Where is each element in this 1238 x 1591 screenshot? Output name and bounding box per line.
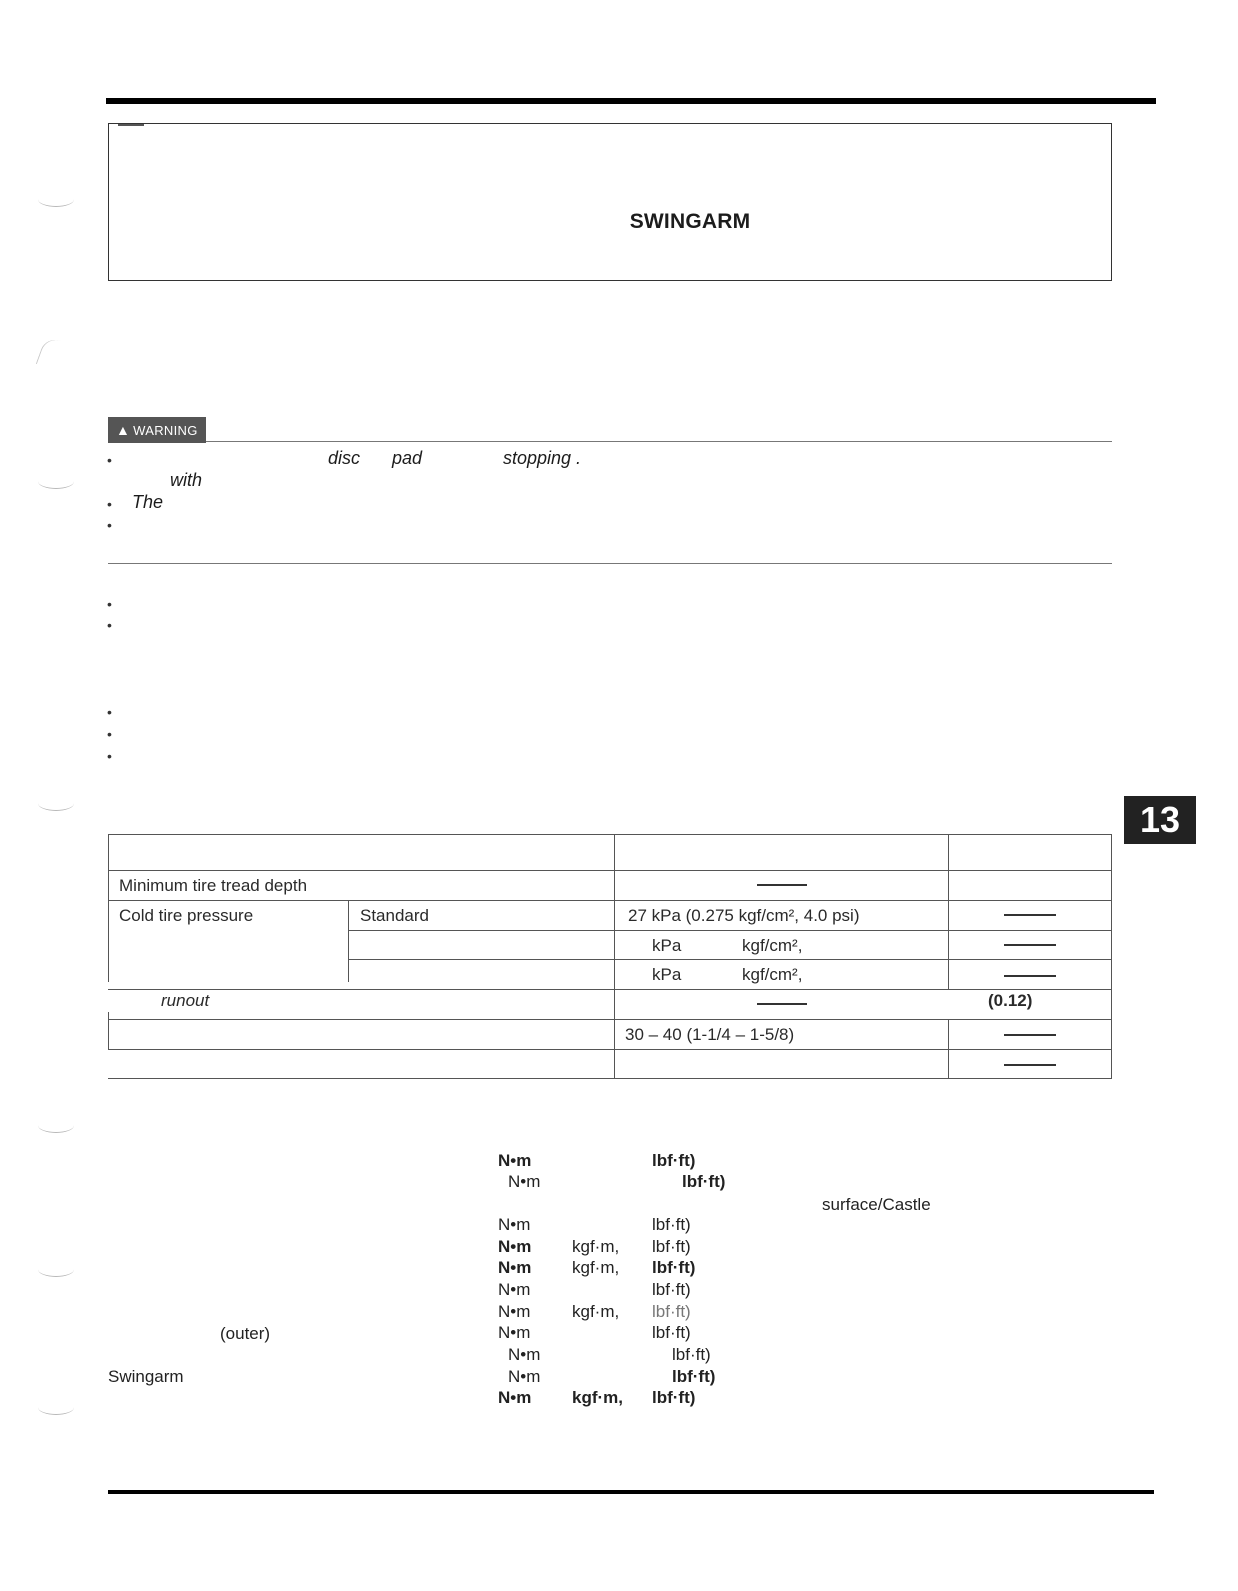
table-border bbox=[948, 834, 949, 989]
spec-value-standard-pressure: 27 kPa (0.275 kgf/cm², 4.0 psi) bbox=[628, 906, 860, 925]
torque-nm: N•m bbox=[498, 1280, 531, 1299]
spec-value-range: 30 – 40 (1-1/4 – 1-5/8) bbox=[625, 1025, 795, 1044]
table-border bbox=[1111, 834, 1112, 1079]
torque-nm: N•m bbox=[508, 1345, 541, 1364]
torque-note: surface/Castle bbox=[822, 1195, 931, 1214]
binder-hole bbox=[36, 336, 75, 375]
bullet: • bbox=[107, 617, 112, 633]
warning-word-disc: disc bbox=[328, 448, 361, 468]
torque-lbf: lbf·ft) bbox=[672, 1345, 711, 1364]
bullet: • bbox=[107, 452, 112, 468]
binder-hole bbox=[38, 1400, 74, 1415]
top-rule bbox=[106, 98, 1156, 104]
spec-unit-kpa: kPa bbox=[652, 965, 682, 984]
table-border bbox=[108, 1019, 1112, 1020]
warning-badge bbox=[108, 417, 206, 443]
bullet: • bbox=[107, 496, 112, 512]
chapter-tab: 13 bbox=[1124, 796, 1196, 844]
torque-lbf: lbf·ft) bbox=[652, 1280, 691, 1299]
spec-dash bbox=[1004, 914, 1056, 916]
torque-kgf: kgf·m, bbox=[572, 1302, 620, 1321]
torque-nm: N•m bbox=[498, 1388, 532, 1407]
torque-nm: N•m bbox=[498, 1258, 532, 1277]
warning-word-pad: pad bbox=[392, 448, 423, 468]
torque-lbf: lbf·ft) bbox=[652, 1151, 696, 1170]
torque-kgf: kgf·m, bbox=[572, 1258, 620, 1277]
spec-limit-runout: (0.12) bbox=[988, 991, 1033, 1010]
warning-bottom-rule bbox=[108, 563, 1112, 564]
warning-word-stopping: stopping . bbox=[503, 448, 582, 468]
bullet: • bbox=[107, 726, 112, 742]
torque-lbf: lbf·ft) bbox=[652, 1323, 691, 1342]
warning-badge-label: WARNING bbox=[133, 423, 198, 438]
spec-dash bbox=[757, 884, 807, 886]
binder-hole bbox=[38, 1118, 74, 1133]
bullet: • bbox=[107, 596, 112, 612]
table-border bbox=[108, 1012, 109, 1050]
binder-hole bbox=[38, 192, 74, 207]
spec-unit-kpa: kPa bbox=[652, 936, 682, 955]
warning-top-rule bbox=[206, 441, 1112, 442]
spec-unit-kgf: kgf/cm², bbox=[742, 936, 803, 955]
torque-nm: N•m bbox=[498, 1215, 531, 1234]
warning-word-with: with bbox=[170, 470, 203, 490]
warning-triangle-icon: ▲ bbox=[116, 422, 131, 438]
torque-label-swingarm: Swingarm bbox=[108, 1367, 184, 1386]
torque-nm: N•m bbox=[498, 1323, 531, 1342]
torque-kgf: kgf·m, bbox=[572, 1237, 620, 1256]
bullet: • bbox=[107, 704, 112, 720]
binder-hole bbox=[38, 1262, 74, 1277]
title-box-tick bbox=[118, 124, 144, 126]
spec-dash bbox=[1004, 1064, 1056, 1066]
title-box bbox=[108, 123, 1112, 281]
spec-sub-standard: Standard bbox=[360, 906, 429, 925]
spec-dash bbox=[1004, 1034, 1056, 1036]
table-border bbox=[108, 900, 1112, 901]
spec-dash bbox=[1004, 975, 1056, 977]
spec-item-cold-tire-pressure: Cold tire pressure bbox=[119, 906, 254, 925]
torque-nm: N•m bbox=[508, 1367, 541, 1386]
table-border bbox=[108, 834, 109, 982]
spec-dash bbox=[1004, 944, 1056, 946]
bullet: • bbox=[107, 517, 112, 533]
table-border bbox=[108, 1049, 1112, 1050]
torque-lbf: lbf·ft) bbox=[652, 1302, 691, 1321]
torque-nm: N•m bbox=[498, 1237, 532, 1256]
binder-hole bbox=[38, 474, 74, 489]
table-border bbox=[614, 989, 615, 1079]
spec-item-tread-depth: Minimum tire tread depth bbox=[119, 876, 308, 895]
torque-lbf: lbf·ft) bbox=[652, 1258, 696, 1277]
binder-hole bbox=[38, 796, 74, 811]
table-border bbox=[108, 1078, 1112, 1079]
spec-dash bbox=[757, 1003, 807, 1005]
page-title: SWINGARM bbox=[629, 210, 751, 233]
table-border bbox=[108, 989, 1112, 990]
torque-lbf: lbf·ft) bbox=[652, 1388, 696, 1407]
table-border bbox=[348, 930, 1112, 931]
table-border bbox=[614, 834, 615, 989]
torque-nm: N•m bbox=[498, 1151, 532, 1170]
table-border bbox=[348, 900, 349, 982]
table-border bbox=[108, 870, 1112, 871]
spec-unit-kgf: kgf/cm², bbox=[742, 965, 803, 984]
torque-lbf: lbf·ft) bbox=[652, 1215, 691, 1234]
warning-word-the: The bbox=[132, 492, 164, 512]
torque-nm: N•m bbox=[508, 1172, 541, 1191]
bullet: • bbox=[107, 748, 112, 764]
torque-lbf: lbf·ft) bbox=[652, 1237, 691, 1256]
table-border bbox=[108, 834, 1112, 835]
bottom-rule bbox=[108, 1490, 1154, 1494]
torque-lbf: lbf·ft) bbox=[672, 1367, 716, 1386]
torque-label-outer: (outer) bbox=[220, 1324, 271, 1343]
spec-item-runout: runout bbox=[161, 991, 210, 1010]
table-border bbox=[948, 1019, 949, 1079]
torque-lbf: lbf·ft) bbox=[682, 1172, 726, 1191]
torque-kgf: kgf·m, bbox=[572, 1388, 623, 1407]
torque-nm: N•m bbox=[498, 1302, 531, 1321]
table-border bbox=[348, 959, 1112, 960]
